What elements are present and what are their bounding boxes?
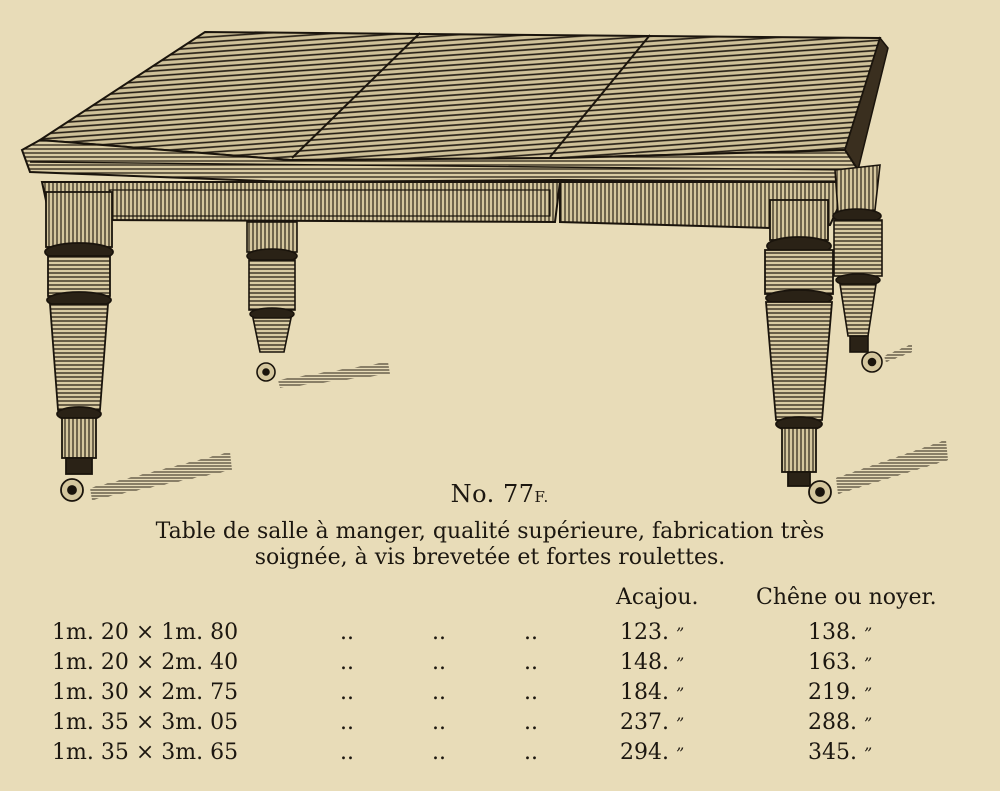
price-chene-noyer: 345. ”: [808, 740, 873, 765]
column-header-chene-noyer: Chêne ou noyer.: [756, 585, 937, 610]
leader-dots: ..: [432, 650, 446, 675]
ditto-mark: ”: [863, 714, 873, 733]
ditto-mark: ”: [863, 624, 873, 643]
leader-dots: ..: [524, 650, 538, 675]
table-row: [0, 740, 1000, 768]
leader-dots: ..: [524, 680, 538, 705]
description-line-1: Table de salle à manger, qualité supérieure, fabrication très: [155, 519, 825, 544]
price-acajou: 237. ”: [620, 710, 685, 735]
ditto-mark: ”: [675, 744, 685, 763]
size-cell: 1m. 30 × 2m. 75: [52, 680, 239, 705]
front-left-leg: [45, 192, 113, 501]
price-acajou: 294. ”: [620, 740, 685, 765]
size-cell: 1m. 35 × 3m. 65: [52, 740, 239, 765]
leader-dots: ..: [340, 620, 354, 645]
description-line-2: soignée, à vis brevetée et fortes roulettes.: [254, 545, 726, 570]
leader-dots: ..: [432, 740, 446, 765]
leader-dots: ..: [340, 710, 354, 735]
price-chene-noyer: 163. ”: [808, 650, 873, 675]
leader-dots: ..: [524, 740, 538, 765]
price-chene-noyer: 219. ”: [808, 680, 873, 705]
ditto-mark: ”: [675, 684, 685, 703]
price-acajou: 184. ”: [620, 680, 685, 705]
size-cell: 1m. 20 × 1m. 80: [52, 620, 239, 645]
leader-dots: ..: [340, 680, 354, 705]
table-row: [0, 620, 1000, 648]
column-header-acajou: Acajou.: [616, 585, 699, 610]
size-cell: 1m. 20 × 2m. 40: [52, 650, 239, 675]
ditto-mark: ”: [675, 624, 685, 643]
item-number: [0, 480, 1000, 508]
ditto-mark: ”: [863, 684, 873, 703]
leader-dots: ..: [432, 710, 446, 735]
item-number-main: No. 77: [450, 480, 535, 508]
price-acajou: 148. ”: [620, 650, 685, 675]
back-right-leg: [833, 165, 882, 372]
table-row: [0, 710, 1000, 738]
table-row: [0, 680, 1000, 708]
leader-dots: ..: [340, 740, 354, 765]
leader-dots: ..: [432, 680, 446, 705]
leader-dots: ..: [524, 710, 538, 735]
price-chene-noyer: 138. ”: [808, 620, 873, 645]
leader-dots: ..: [432, 620, 446, 645]
price-acajou: 123. ”: [620, 620, 685, 645]
ditto-mark: ”: [863, 744, 873, 763]
size-cell: 1m. 35 × 3m. 05: [52, 710, 239, 735]
back-left-leg: [247, 222, 297, 381]
ditto-mark: ”: [675, 654, 685, 673]
ditto-mark: ”: [675, 714, 685, 733]
ditto-mark: ”: [863, 654, 873, 673]
leader-dots: ..: [524, 620, 538, 645]
item-number-suffix: F.: [534, 488, 550, 506]
table-row: [0, 650, 1000, 678]
front-right-leg: [765, 200, 833, 503]
leader-dots: ..: [340, 650, 354, 675]
price-chene-noyer: 288. ”: [808, 710, 873, 735]
item-description: [40, 519, 940, 571]
